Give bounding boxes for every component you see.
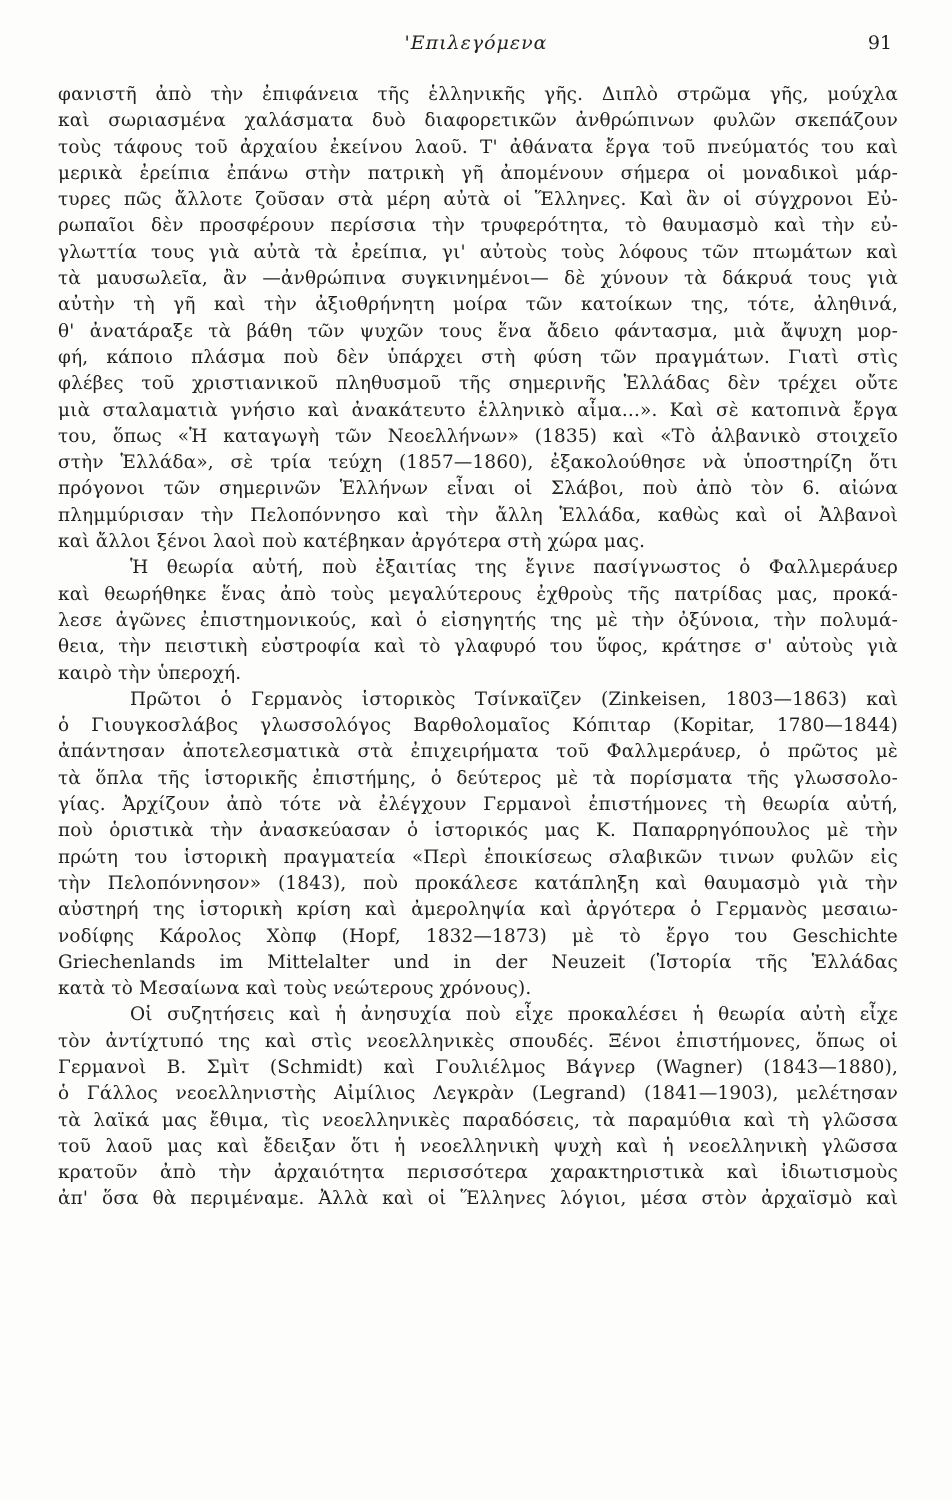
text-line: ρωπαῖοι δὲν προσφέρουν περίσσια τὴν τρυφερότητα, τὸ θαυμασμὸ καὶ τὴν εὐ- xyxy=(58,215,898,237)
text-line: γλωττία τους γιὰ αὐτὰ τὰ ἐρείπια, γι' αὐτοὺς τοὺς λόφους τῶν πτωμάτων καὶ xyxy=(58,241,898,263)
text-line: φλέβες τοῦ χριστιανικοῦ πληθυσμοῦ τῆς σημερινῆς Ἑλλάδας δὲν τρέχει οὔτε xyxy=(58,373,898,395)
running-head xyxy=(60,32,892,62)
text-line: ἀπάντησαν ἀποτελεσματικὰ στὰ ἐπιχειρήματα τοῦ Φαλλμεράυερ, ὁ πρῶτος μὲ xyxy=(58,741,898,763)
text-line: φή, κάποιο πλάσμα ποὺ δὲν ὑπάρχει στὴ φύση τῶν πραγμάτων. Γιατὶ στὶς xyxy=(58,346,898,368)
paragraph xyxy=(58,82,898,555)
text-line: καὶ σωριασμένα χαλάσματα δυὸ διαφορετικῶν ἀνθρώπινων φυλῶν σκεπάζουν xyxy=(58,110,898,132)
text-line: καιρὸ τὴν ὑπεροχή. xyxy=(58,662,242,684)
text-line: τοὺς τάφους τοῦ ἀρχαίου ἐκείνου λαοῦ. Τ' ἀθάνατα ἔργα τοῦ πνεύματός του καὶ xyxy=(58,136,898,158)
text-line: αὐτὴν τὴ γῆ καὶ τὴν ἀξιοθρήνητη μοίρα τῶν κατοίκων της, τότε, ἀληθινά, xyxy=(58,294,898,316)
paragraph xyxy=(58,1002,898,1212)
text-line: λεσε ἀγῶνες ἐπιστημονικούς, καὶ ὁ εἰσηγητής της μὲ τὴν ὀξύνοια, τὴν πολυμά- xyxy=(58,609,898,631)
text-line: καὶ θεωρήθηκε ἕνας ἀπὸ τοὺς μεγαλύτερους ἐχθροὺς τῆς πατρίδας μας, προκά- xyxy=(58,583,898,605)
text-line: φανιστῆ ἀπὸ τὴν ἐπιφάνεια τῆς ἑλληνικῆς γῆς. Διπλὸ στρῶμα γῆς, μούχλα xyxy=(58,84,898,105)
text-line: κατὰ τὸ Μεσαίωνα καὶ τοὺς νεώτερους χρόνους). xyxy=(58,978,532,1000)
text-line: μιὰ σταλαματιὰ γνήσιο καὶ ἀνακάτευτο ἑλληνικὸ αἷμα...». Καὶ σὲ κατοπινὰ ἔργα xyxy=(58,399,898,421)
text-line: του, ὅπως «Ἡ καταγωγὴ τῶν Νεοελλήνων» (1835) καὶ «Τὸ ἀλβανικὸ στοιχεῖο xyxy=(58,425,898,447)
running-title: 'Επιλεγόμενα xyxy=(404,32,548,54)
page-number: 91 xyxy=(867,32,892,54)
body-text xyxy=(58,82,898,1213)
text-line: ποὺ ὁριστικὰ τὴν ἀνασκεύασαν ὁ ἱστορικός μας Κ. Παπαρρηγόπουλος μὲ τὴν xyxy=(58,820,898,842)
text-line: Οἱ συζητήσεις καὶ ἡ ἀνησυχία ποὺ εἶχε προκαλέσει ἡ θεωρία αὐτὴ εἶχε xyxy=(130,1004,898,1026)
text-line: τυρες πῶς ἄλλοτε ζοῦσαν στὰ μέρη αὐτὰ οἱ Ἕλληνες. Καὶ ἂν οἱ σύγχρονοι Εὐ- xyxy=(58,189,898,211)
text-line: ὁ Γάλλος νεοελληνιστὴς Αἰμίλιος Λεγκρὰν (Legrand) (1841—1903), μελέτησαν xyxy=(58,1083,898,1105)
text-line: αὐστηρή της ἱστορικὴ κρίση καὶ ἀμεροληψία καὶ ἀργότερα ὁ Γερμανὸς μεσαιω- xyxy=(58,899,898,921)
text-line: τὰ λαϊκά μας ἔθιμα, τὶς νεοελληνικὲς παραδόσεις, τὰ παραμύθια καὶ τὴ γλῶσσα xyxy=(58,1109,898,1131)
text-line: πρόγονοι τῶν σημερινῶν Ἑλλήνων εἶναι οἱ Σλάβοι, ποὺ ἀπὸ τὸν 6. αἰώνα xyxy=(58,478,898,500)
text-line: Πρῶτοι ὁ Γερμανὸς ἱστορικὸς Τσίνκαϊζεν (Zinkeisen, 1803—1863) καὶ xyxy=(130,688,898,710)
text-line: τοῦ λαοῦ μας καὶ ἔδειξαν ὅτι ἡ νεοελληνικὴ ψυχὴ καὶ ἡ νεοελληνικὴ γλῶσσα xyxy=(58,1135,898,1157)
text-line: θεια, τὴν πειστικὴ εὐστροφία καὶ τὸ γλαφυρό του ὕφος, κράτησε σ' αὐτοὺς γιὰ xyxy=(58,636,898,658)
paragraph xyxy=(58,555,898,686)
text-line: τὴν Πελοπόννησον» (1843), ποὺ προκάλεσε κατάπληξη καὶ θαυμασμὸ γιὰ τὴν xyxy=(58,872,898,894)
text-line: Griechenlands im Mittelalter und in der Neuzeit (Ἱστορία τῆς Ἑλλάδας xyxy=(58,951,898,973)
text-line: γίας. Ἀρχίζουν ἀπὸ τότε νὰ ἐλέγχουν Γερμανοὶ ἐπιστήμονες τὴ θεωρία αὐτή, xyxy=(58,794,898,816)
text-line: τὰ μαυσωλεῖα, ἂν —ἀνθρώπινα συγκινημένοι— δὲ χύνουν τὰ δάκρυά τους γιὰ xyxy=(58,268,898,290)
text-line: ἀπ' ὅσα θὰ περιμέναμε. Ἀλλὰ καὶ οἱ Ἕλληνες λόγιοι, μέσα στὸν ἀρχαϊσμὸ καὶ xyxy=(58,1188,898,1210)
text-line: πρώτη του ἱστορικὴ πραγματεία «Περὶ ἐποικίσεως σλαβικῶν τινων φυλῶν εἰς xyxy=(58,846,898,868)
text-line: στὴν Ἑλλάδα», σὲ τρία τεύχη (1857—1860), ἐξακολούθησε νὰ ὑποστηρίζη ὅτι xyxy=(58,452,898,474)
text-line: Ἡ θεωρία αὐτή, ποὺ ἐξαιτίας της ἔγινε πασίγνωστος ὁ Φαλλμεράυερ xyxy=(130,557,898,579)
text-line: νοδίφης Κάρολος Χὸπφ (Hopf, 1832—1873) μὲ τὸ ἔργο του Geschichte xyxy=(58,925,898,947)
text-line: κρατοῦν ἀπὸ τὴν ἀρχαιότητα περισσότερα χαρακτηριστικὰ καὶ ἰδιωτισμοὺς xyxy=(58,1162,898,1184)
text-line: θ' ἀνατάραξε τὰ βάθη τῶν ψυχῶν τους ἕνα ἄδειο φάντασμα, μιὰ ἄψυχη μορ- xyxy=(58,320,898,342)
text-line: καὶ ἄλλοι ξένοι λαοὶ ποὺ κατέβηκαν ἀργότερα στὴ χώρα μας. xyxy=(58,531,646,553)
text-line: μερικὰ ἐρείπια ἐπάνω στὴν πατρικὴ γῆ ἀπομένουν σήμερα οἱ μοναδικοὶ μάρ- xyxy=(58,162,898,184)
text-line: τὰ ὅπλα τῆς ἱστορικῆς ἐπιστήμης, ὁ δεύτερος μὲ τὰ πορίσματα τῆς γλωσσολο- xyxy=(58,767,898,789)
text-line: Γερμανοὶ Β. Σμὶτ (Schmidt) καὶ Γουλιέλμος Βάγνερ (Wagner) (1843—1880), xyxy=(58,1056,898,1078)
text-line: τὸν ἀντίχτυπό της καὶ στὶς νεοελληνικὲς σπουδές. Ξένοι ἐπιστήμονες, ὅπως οἱ xyxy=(58,1030,898,1052)
text-line: πλημμύρισαν τὴν Πελοπόννησο καὶ τὴν ἄλλη Ἑλλάδα, καθὼς καὶ οἱ Ἀλβανοὶ xyxy=(58,504,898,526)
paragraph xyxy=(58,687,898,1003)
text-line: ὁ Γιουγκοσλάβος γλωσσολόγος Βαρθολομαῖος Κόπιταρ (Kopitar, 1780—1844) xyxy=(58,715,898,737)
